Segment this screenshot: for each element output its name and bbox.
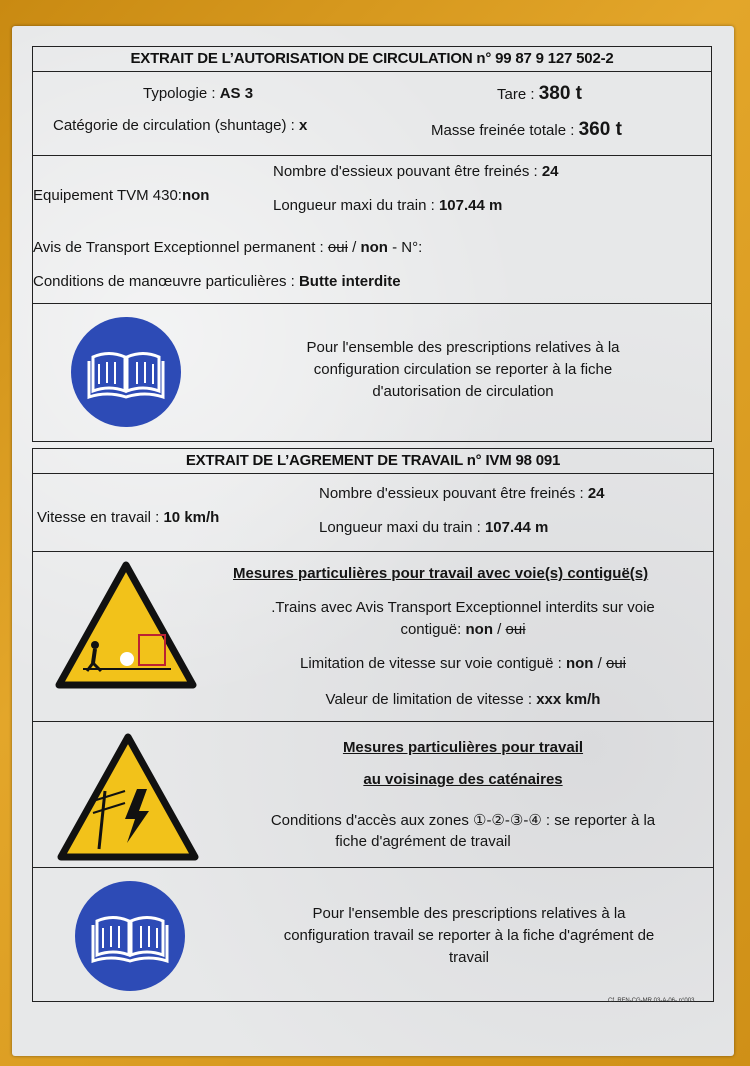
note-line: Pour l'ensemble des prescriptions relatives à la [306, 339, 620, 356]
categorie: Catégorie de circulation (shuntage) : x [53, 117, 308, 134]
circulation-title: EXTRAIT DE L’AUTORISATION DE CIRCULATION n° 99 87 9 127 502-2 [33, 47, 711, 72]
book-icon [75, 881, 185, 991]
acces-zones: Conditions d'accès aux zones ①-②-③-④ : se reporter à la [270, 812, 656, 829]
electric-hazard-icon [55, 731, 201, 863]
travail-title: EXTRAIT DE L’AGREMENT DE TRAVAIL n° IVM 98 091 [33, 449, 713, 474]
divider [33, 155, 711, 156]
footer-reference: Cf. RFN-CG-MR 03-A-06- n°003 [608, 998, 695, 1004]
mesures-catenaires-title-2: au voisinage des caténaires [363, 771, 563, 788]
vitesse-travail: Vitesse en travail : 10 km/h [37, 509, 220, 526]
essieux: Nombre d'essieux pouvant être freinés : 24 [273, 163, 559, 180]
circulation-section [32, 46, 712, 442]
divider [33, 551, 713, 552]
divider [33, 721, 713, 722]
note-line: configuration circulation se reporter à la fiche [313, 361, 613, 378]
worker-track-warning-icon [53, 559, 199, 691]
tare: Tare : 380 t [497, 83, 582, 104]
tvm: Equipement TVM 430:non [33, 187, 210, 204]
acces-zones-2: fiche d'agrément de travail [335, 833, 511, 850]
trains-line-2: contiguë: non / oui [400, 621, 526, 638]
mesures-catenaires-title: Mesures particulières pour travail [342, 739, 584, 756]
mesures-voie-contigue-title: Mesures particulières pour travail avec voie(s) contiguë(s) [233, 565, 649, 582]
book-icon [71, 317, 181, 427]
note-line: configuration travail se reporter à la fiche d'agrément de [283, 927, 655, 944]
travail-section [32, 448, 714, 1002]
longueur: Longueur maxi du train : 107.44 m [319, 519, 549, 536]
longueur: Longueur maxi du train : 107.44 m [273, 197, 503, 214]
typologie: Typologie : AS 3 [143, 85, 254, 102]
divider [33, 303, 711, 304]
essieux: Nombre d'essieux pouvant être freinés : 24 [319, 485, 605, 502]
masse-freinee: Masse freinée totale : 360 t [431, 119, 622, 140]
note-line: Pour l'ensemble des prescriptions relatives à la [312, 905, 626, 922]
note-line: travail [448, 949, 489, 966]
avis-transport: Avis de Transport Exceptionnel permanent : oui / non - N°: [33, 239, 423, 256]
divider [33, 867, 713, 868]
trains-line: .Trains avec Avis Transport Exceptionnel interdits sur voie [271, 599, 655, 616]
valeur-limitation: Valeur de limitation de vitesse : xxx km/h [325, 691, 601, 708]
note-line: d'autorisation de circulation [372, 383, 554, 400]
limitation-vitesse: Limitation de vitesse sur voie contiguë : non / oui [299, 655, 627, 672]
info-plate [12, 26, 734, 1056]
conditions-manoeuvre: Conditions de manœuvre particulières : Butte interdite [33, 273, 401, 290]
